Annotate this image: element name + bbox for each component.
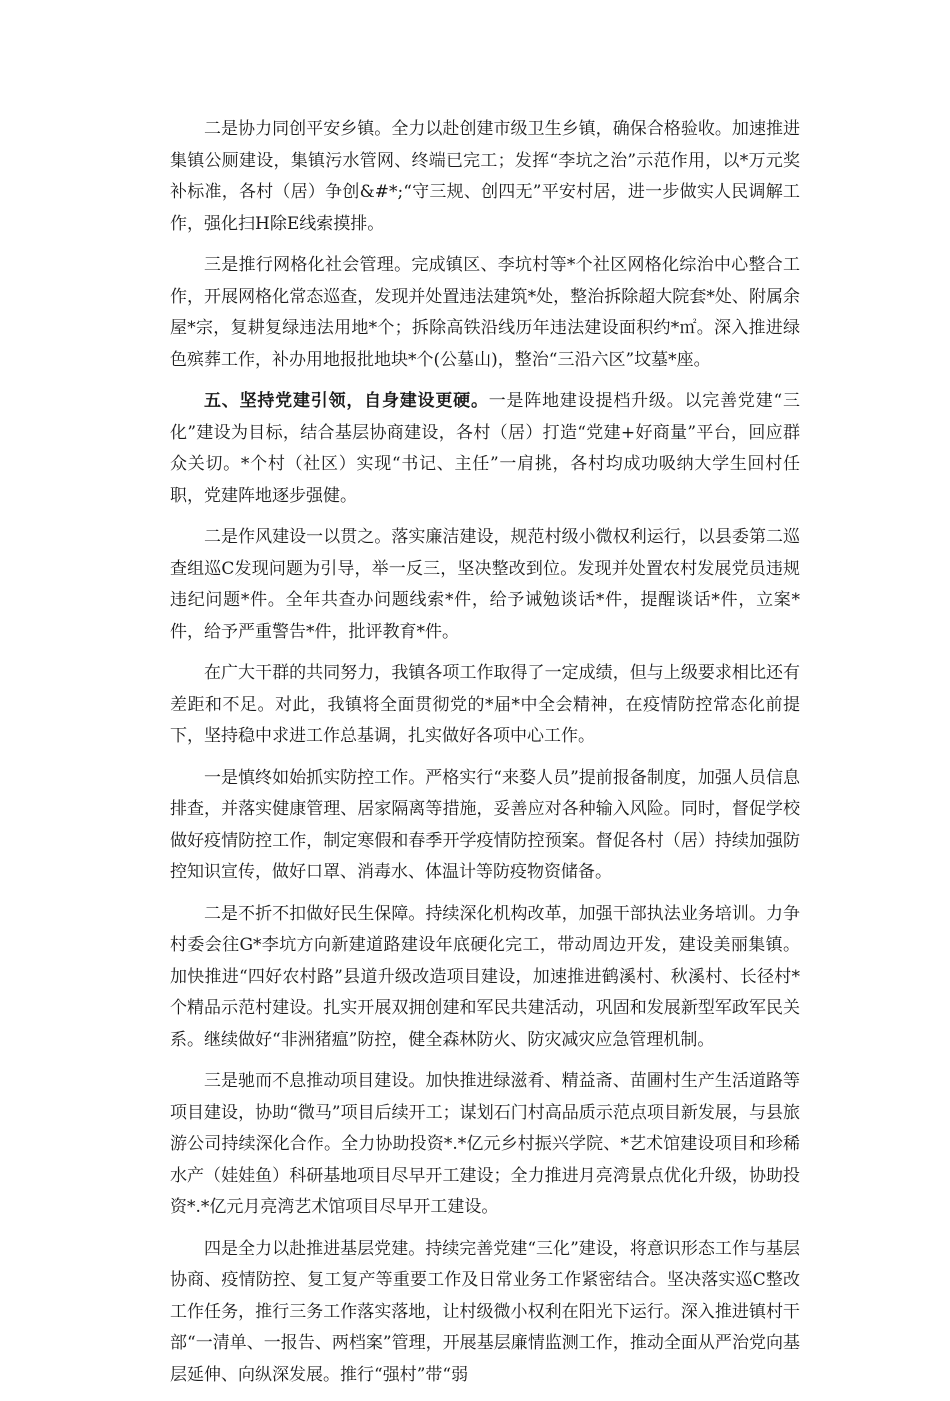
paragraph-text: 二是协力同创平安乡镇。全力以赴创建市级卫生乡镇，确保合格验收。加速推进集镇公厕建设，集镇污水管网、终端已完工；发挥“李坑之治”示范作用，以*万元奖补标准，各村（居）争创&#*;“守三规、创四无”平安村居，进一步做实人民调解工作，强化扫H除E线索摸排。 bbox=[170, 119, 800, 234]
paragraph-text: 三是驰而不息推动项目建设。加快推进绿滋肴、精益斋、苗圃村生产生活道路等项目建设，协助“微马”项目后续开工；谋划石门村高品质示范点项目新发展，与县旅游公司持续深化合作。全力协助投资*.*亿元乡村振兴学院、*艺术馆建设项目和珍稀水产（娃娃鱼）科研基地项目尽早开工建设；全力推进月亮湾景点优化升级，协助投资*.*亿元月亮湾艺术馆项目尽早开工建设。 bbox=[170, 1071, 800, 1217]
paragraph-2 bbox=[170, 250, 800, 376]
document-body bbox=[170, 114, 800, 1401]
paragraph-text: 三是推行网格化社会管理。完成镇区、李坑村等*个社区网格化综治中心整合工作，开展网格化常态巡查，发现并处置违法建筑*处，整治拆除超大院套*处、附属余屋*宗，复耕复绿违法用地*个；拆除高铁沿线历年违法建设面积约*㎡。深入推进绿色殡葬工作，补办用地报批地块*个(公墓山)，整治“三沿六区”坟墓*座。 bbox=[170, 255, 800, 370]
paragraph-4 bbox=[170, 522, 800, 648]
paragraph-5 bbox=[170, 658, 800, 753]
paragraph-text: 二是作风建设一以贯之。落实廉洁建设，规范村级小微权利运行，以县委第二巡查组巡C发现问题为引导，举一反三，坚决整改到位。发现并处置农村发展党员违规违纪问题*件。全年共查办问题线索*件，给予诫勉谈话*件，提醒谈话*件，立案*件，给予严重警告*件，批评教育*件。 bbox=[170, 527, 800, 642]
paragraph-3 bbox=[170, 386, 800, 512]
paragraph-7 bbox=[170, 899, 800, 1057]
paragraph-text: 在广大干群的共同努力，我镇各项工作取得了一定成绩，但与上级要求相比还有差距和不足。对此，我镇将全面贯彻党的*届*中全会精神，在疫情防控常态化前提下，坚持稳中求进工作总基调，扎实做好各项中心工作。 bbox=[170, 663, 800, 746]
paragraph-6 bbox=[170, 763, 800, 889]
paragraph-text: 一是阵地建设提档升级。以完善党建“三化”建设为目标，结合基层协商建设，各村（居）打造“党建+好商量”平台，回应群众关切。*个村（社区）实现“书记、主任”一肩挑，各村均成功吸纳大学生回村任职，党建阵地逐步强健。 bbox=[170, 391, 800, 506]
paragraph-text: 四是全力以赴推进基层党建。持续完善党建“三化”建设，将意识形态工作与基层协商、疫情防控、复工复产等重要工作及日常业务工作紧密结合。坚决落实巡C整改工作任务，推行三务工作落实落地，让村级微小权利在阳光下运行。深入推进镇村干部“一清单、一报告、两档案”管理，开展基层廉情监测工作，推动全面从严治党向基层延伸、向纵深发展。推行“强村”带“弱 bbox=[170, 1238, 800, 1385]
paragraph-text: 二是不折不扣做好民生保障。持续深化机构改革，加强干部执法业务培训。力争村委会往G*李坑方向新建道路建设年底硬化完工，带动周边开发，建设美丽集镇。加快推进“四好农村路”县道升级改造项目建设，加速推进鹤溪村、秋溪村、长径村*个精品示范村建设。扎实开展双拥创建和军民共建活动，巩固和发展新型军政军民关系。继续做好“非洲猪瘟”防控，健全森林防火、防灾减灾应急管理机制。 bbox=[170, 903, 800, 1050]
paragraph-9 bbox=[170, 1234, 800, 1392]
paragraph-text: 一是慎终如始抓实防控工作。严格实行“来婺人员”提前报备制度，加强人员信息排查，并落实健康管理、居家隔离等措施，妥善应对各种输入风险。同时，督促学校做好疫情防控工作，制定寒假和春季开学疫情防控预案。督促各村（居）持续加强防控知识宣传，做好口罩、消毒水、体温计等防疫物资储备。 bbox=[170, 767, 800, 882]
paragraph-1 bbox=[170, 114, 800, 240]
section-heading: 五、坚持党建引领，自身建设更硬。 bbox=[204, 391, 489, 411]
paragraph-8 bbox=[170, 1066, 800, 1224]
